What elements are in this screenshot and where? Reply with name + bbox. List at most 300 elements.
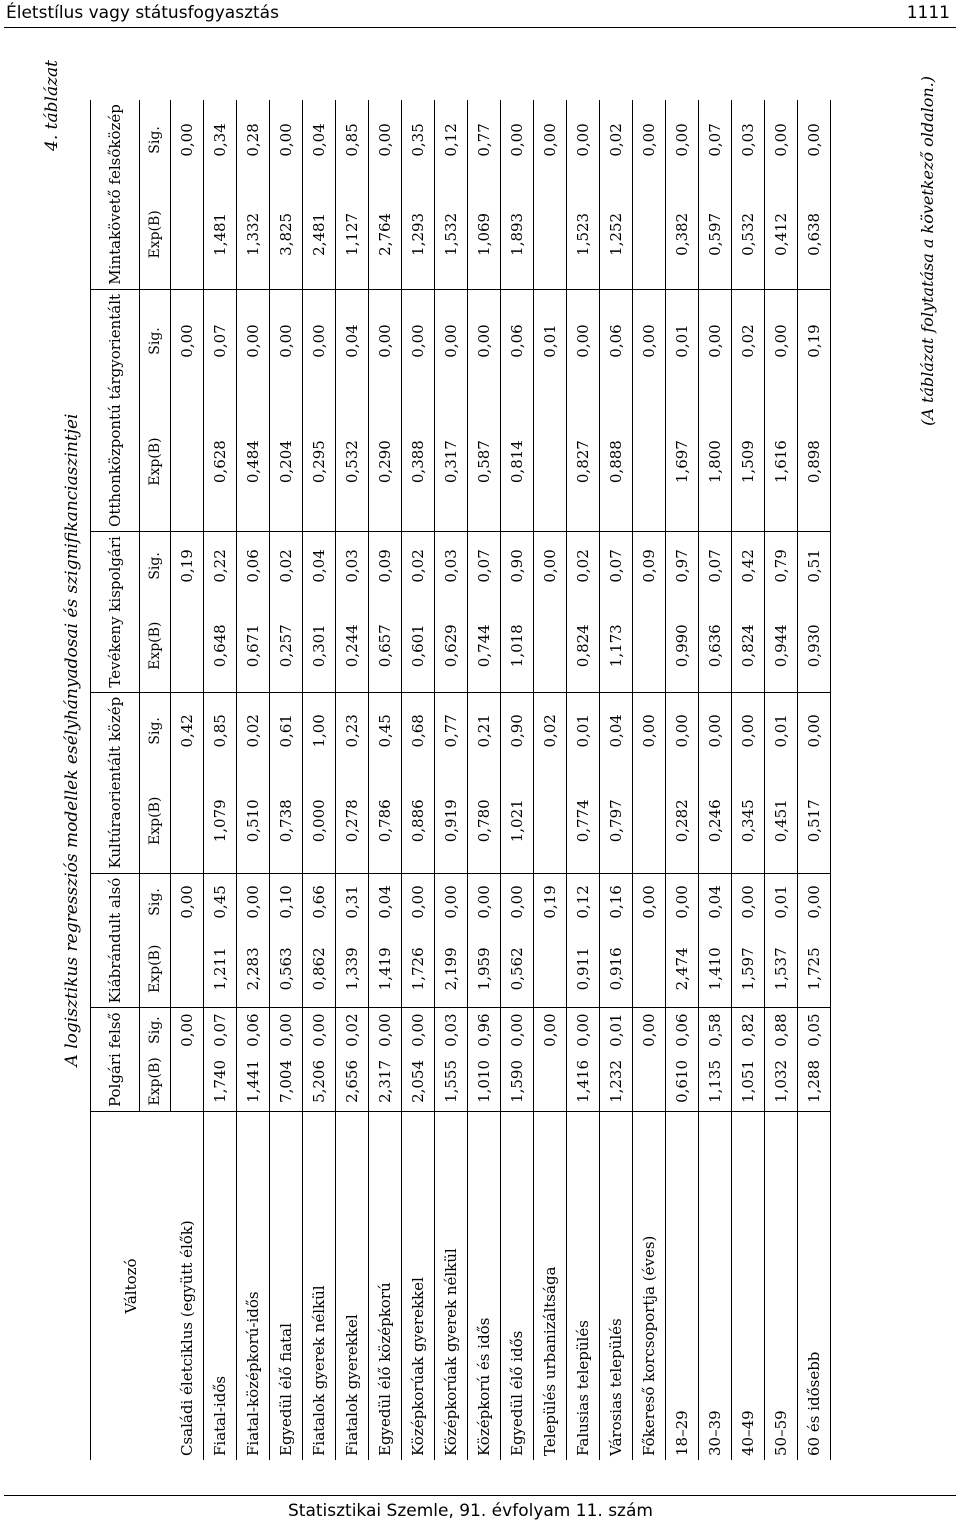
exp-b-cell: 0,824 (567, 600, 600, 692)
exp-b-cell: 1,288 (798, 1052, 831, 1112)
exp-b-cell: 0,412 (765, 180, 798, 289)
table-row (171, 100, 204, 1460)
sig-cell: 0,06 (237, 532, 270, 600)
sig-cell: 0,03 (732, 100, 765, 180)
sig-cell: 0,10 (270, 873, 303, 930)
sig-cell: 0,09 (633, 532, 666, 600)
table-row (798, 100, 831, 1460)
row-label: 40–49 (732, 1112, 765, 1461)
exp-b-cell: 1,532 (435, 180, 468, 289)
sig-cell: 0,00 (303, 289, 336, 392)
exp-b-cell: 0,738 (270, 769, 303, 873)
sig-cell: 0,00 (567, 1008, 600, 1052)
exp-b-cell: 1,339 (336, 930, 369, 1008)
sig-cell: 0,00 (402, 873, 435, 930)
sig-cell: 0,02 (270, 532, 303, 600)
row-label: Városias település (600, 1112, 633, 1461)
exp-b-cell: 0,814 (501, 392, 534, 531)
sig-cell: 0,00 (732, 873, 765, 930)
sig-cell: 0,00 (798, 873, 831, 930)
table-row (468, 100, 501, 1460)
exp-b-cell: 0,610 (666, 1052, 699, 1112)
exp-b-cell (534, 600, 567, 692)
sig-cell: 0,21 (468, 692, 501, 769)
sig-cell: 0,00 (699, 289, 732, 392)
exp-b-cell: 0,638 (798, 180, 831, 289)
exp-b-cell (633, 600, 666, 692)
exp-b-cell: 1,069 (468, 180, 501, 289)
sig-cell: 0,45 (369, 692, 402, 769)
sig-cell: 0,35 (402, 100, 435, 180)
exp-b-cell: 0,990 (666, 600, 699, 692)
sig-cell: 0,00 (666, 100, 699, 180)
table-row (402, 100, 435, 1460)
table-row (303, 100, 336, 1460)
exp-b-cell: 0,898 (798, 392, 831, 531)
sig-cell: 0,01 (600, 1008, 633, 1052)
exp-b-cell: 1,597 (732, 930, 765, 1008)
exp-b-cell: 0,562 (501, 930, 534, 1008)
sig-cell: 0,00 (567, 289, 600, 392)
sig-cell: 0,06 (501, 289, 534, 392)
exp-b-header: Exp(B) (140, 180, 171, 289)
table-header-row-groups (91, 100, 140, 1460)
table-row (567, 100, 600, 1460)
row-label: Középkorúak gyerekkel (402, 1112, 435, 1461)
sig-cell: 0,01 (534, 289, 567, 392)
exp-b-cell: 1,800 (699, 392, 732, 531)
exp-b-cell: 0,911 (567, 930, 600, 1008)
exp-b-cell: 0,204 (270, 392, 303, 531)
sig-cell: 0,00 (270, 289, 303, 392)
sig-cell: 0,00 (633, 289, 666, 392)
exp-b-cell: 0,532 (336, 392, 369, 531)
sig-cell: 0,00 (666, 692, 699, 769)
page-number: 1111 (906, 3, 950, 23)
footer-rule (4, 1495, 956, 1496)
exp-b-cell: 0,827 (567, 392, 600, 531)
sig-cell: 0,00 (699, 692, 732, 769)
exp-b-cell (171, 392, 204, 531)
sig-cell: 0,06 (666, 1008, 699, 1052)
regression-table (90, 100, 831, 1460)
exp-b-cell: 1,232 (600, 1052, 633, 1112)
exp-b-cell (171, 600, 204, 692)
row-label: Fiatalok gyerekkel (336, 1112, 369, 1461)
sig-cell: 0,51 (798, 532, 831, 600)
row-label: 18–29 (666, 1112, 699, 1461)
row-label: Családi életciklus (együtt élők) (171, 1112, 204, 1461)
sig-cell: 0,02 (600, 100, 633, 180)
sig-cell: 0,68 (402, 692, 435, 769)
exp-b-cell (534, 930, 567, 1008)
sig-cell: 0,85 (336, 100, 369, 180)
row-label: 30–39 (699, 1112, 732, 1461)
exp-b-cell: 0,888 (600, 392, 633, 531)
exp-b-cell: 0,246 (699, 769, 732, 873)
exp-b-cell: 0,671 (237, 600, 270, 692)
exp-b-cell: 7,004 (270, 1052, 303, 1112)
group-header: Kiábrándult alsó (91, 873, 140, 1008)
sig-cell: 0,00 (765, 289, 798, 392)
sig-cell: 0,02 (567, 532, 600, 600)
exp-b-cell: 1,135 (699, 1052, 732, 1112)
exp-b-cell: 1,021 (501, 769, 534, 873)
exp-b-cell: 1,726 (402, 930, 435, 1008)
sig-cell: 0,00 (798, 692, 831, 769)
sig-cell: 0,97 (666, 532, 699, 600)
exp-b-cell: 1,523 (567, 180, 600, 289)
sig-header: Sig. (140, 532, 171, 600)
sig-cell: 0,77 (435, 692, 468, 769)
exp-b-cell: 0,862 (303, 930, 336, 1008)
exp-b-cell: 0,786 (369, 769, 402, 873)
sig-cell: 0,90 (501, 532, 534, 600)
table-row (732, 100, 765, 1460)
sig-cell: 0,42 (732, 532, 765, 600)
header-rule (4, 27, 956, 28)
exp-b-cell: 0,587 (468, 392, 501, 531)
sig-cell: 0,07 (204, 289, 237, 392)
sig-cell: 0,00 (303, 1008, 336, 1052)
exp-b-cell: 1,697 (666, 392, 699, 531)
exp-b-cell: 2,481 (303, 180, 336, 289)
exp-b-cell: 0,919 (435, 769, 468, 873)
group-header: Polgári felső (91, 1008, 140, 1112)
exp-b-cell: 5,206 (303, 1052, 336, 1112)
table-label: 4. táblázat (42, 60, 62, 151)
exp-b-cell: 1,725 (798, 930, 831, 1008)
table-row (435, 100, 468, 1460)
sig-header: Sig. (140, 873, 171, 930)
sig-cell: 0,16 (600, 873, 633, 930)
exp-b-cell (633, 930, 666, 1008)
sig-cell: 0,00 (666, 873, 699, 930)
exp-b-cell (534, 769, 567, 873)
exp-b-cell: 1,893 (501, 180, 534, 289)
exp-b-cell: 1,332 (237, 180, 270, 289)
sig-cell: 0,22 (204, 532, 237, 600)
exp-b-cell: 1,590 (501, 1052, 534, 1112)
row-label: Középkorú és idős (468, 1112, 501, 1461)
sig-cell: 0,00 (633, 100, 666, 180)
table-row (237, 100, 270, 1460)
exp-b-cell: 0,601 (402, 600, 435, 692)
exp-b-cell: 1,127 (336, 180, 369, 289)
sig-cell: 0,00 (501, 100, 534, 180)
sig-cell: 0,02 (732, 289, 765, 392)
exp-b-cell: 0,916 (600, 930, 633, 1008)
sig-cell: 0,04 (699, 873, 732, 930)
running-footer: Statisztikai Szemle, 91. évfolyam 11. szám (288, 1501, 653, 1521)
sig-cell: 0,07 (204, 1008, 237, 1052)
sig-cell: 0,00 (402, 1008, 435, 1052)
exp-b-cell: 0,648 (204, 600, 237, 692)
group-header: Mintakövető felsőközép (91, 100, 140, 289)
exp-b-cell: 0,484 (237, 392, 270, 531)
exp-b-cell: 0,944 (765, 600, 798, 692)
sig-cell: 0,00 (468, 873, 501, 930)
exp-b-cell: 0,382 (666, 180, 699, 289)
exp-b-header: Exp(B) (140, 1052, 171, 1112)
exp-b-cell: 1,252 (600, 180, 633, 289)
exp-b-cell (633, 1052, 666, 1112)
exp-b-cell (171, 1052, 204, 1112)
exp-b-cell: 0,824 (732, 600, 765, 692)
sig-cell: 0,01 (765, 692, 798, 769)
sig-cell: 0,04 (303, 100, 336, 180)
sig-cell: 0,00 (501, 873, 534, 930)
sig-header: Sig. (140, 692, 171, 769)
sig-cell: 0,02 (534, 692, 567, 769)
exp-b-cell: 0,563 (270, 930, 303, 1008)
exp-b-cell (633, 392, 666, 531)
exp-b-cell: 2,317 (369, 1052, 402, 1112)
row-label: Egyedül élő idős (501, 1112, 534, 1461)
exp-b-cell: 0,657 (369, 600, 402, 692)
exp-b-cell: 1,032 (765, 1052, 798, 1112)
sig-cell: 0,00 (369, 289, 402, 392)
exp-b-cell: 1,616 (765, 392, 798, 531)
row-label: Egyedül élő fiatal (270, 1112, 303, 1461)
exp-b-cell: 1,441 (237, 1052, 270, 1112)
sig-cell: 0,03 (435, 1008, 468, 1052)
sig-cell: 0,07 (468, 532, 501, 600)
exp-b-cell: 0,257 (270, 600, 303, 692)
exp-b-cell: 2,283 (237, 930, 270, 1008)
row-label: Falusias település (567, 1112, 600, 1461)
sig-cell: 0,00 (798, 100, 831, 180)
table-row (336, 100, 369, 1460)
sig-cell: 0,00 (237, 289, 270, 392)
exp-b-cell (534, 180, 567, 289)
sig-cell: 0,07 (600, 532, 633, 600)
sig-cell: 0,00 (237, 873, 270, 930)
exp-b-cell (171, 769, 204, 873)
exp-b-header: Exp(B) (140, 930, 171, 1008)
sig-cell: 0,00 (732, 692, 765, 769)
sig-cell: 0,02 (237, 692, 270, 769)
sig-cell: 0,00 (534, 532, 567, 600)
table-title: A logisztikus regressziós modellek esélyhányadosai és szignifikanciaszintjei (62, 413, 82, 1067)
exp-b-cell: 0,636 (699, 600, 732, 692)
exp-b-cell: 1,419 (369, 930, 402, 1008)
sig-cell: 0,04 (303, 532, 336, 600)
sig-cell: 0,09 (369, 532, 402, 600)
sig-cell: 0,45 (204, 873, 237, 930)
sig-cell: 0,07 (699, 532, 732, 600)
exp-b-cell: 2,764 (369, 180, 402, 289)
sig-cell: 0,00 (567, 100, 600, 180)
exp-b-cell: 1,173 (600, 600, 633, 692)
table-row (534, 100, 567, 1460)
exp-b-cell: 0,629 (435, 600, 468, 692)
sig-cell: 0,19 (534, 873, 567, 930)
sig-cell: 0,04 (369, 873, 402, 930)
exp-b-cell: 1,481 (204, 180, 237, 289)
sig-cell: 0,00 (402, 289, 435, 392)
sig-cell: 0,00 (633, 1008, 666, 1052)
row-label: Középkorúak gyerek nélkül (435, 1112, 468, 1461)
exp-b-cell: 0,780 (468, 769, 501, 873)
sig-cell: 0,07 (699, 100, 732, 180)
row-label: Település urbanizáltsága (534, 1112, 567, 1461)
exp-b-cell: 0,532 (732, 180, 765, 289)
table-row (501, 100, 534, 1460)
sig-cell: 0,31 (336, 873, 369, 930)
sig-cell: 0,00 (435, 289, 468, 392)
exp-b-cell: 1,537 (765, 930, 798, 1008)
exp-b-cell: 0,345 (732, 769, 765, 873)
table-row (369, 100, 402, 1460)
exp-b-cell: 1,051 (732, 1052, 765, 1112)
exp-b-cell: 1,416 (567, 1052, 600, 1112)
sig-cell: 0,00 (171, 873, 204, 930)
sig-cell: 0,61 (270, 692, 303, 769)
exp-b-cell: 3,825 (270, 180, 303, 289)
table-row (633, 100, 666, 1460)
sig-cell: 0,00 (765, 100, 798, 180)
exp-b-cell: 0,628 (204, 392, 237, 531)
sig-cell: 0,28 (237, 100, 270, 180)
sig-cell: 0,01 (567, 692, 600, 769)
exp-b-cell: 0,317 (435, 392, 468, 531)
sig-cell: 0,00 (534, 100, 567, 180)
table-row (666, 100, 699, 1460)
exp-b-cell: 1,211 (204, 930, 237, 1008)
sig-cell: 0,66 (303, 873, 336, 930)
row-label: Főkereső korcsoportja (éves) (633, 1112, 666, 1461)
exp-b-cell: 0,886 (402, 769, 435, 873)
sig-cell: 0,02 (336, 1008, 369, 1052)
exp-b-cell: 2,199 (435, 930, 468, 1008)
sig-cell: 0,58 (699, 1008, 732, 1052)
sig-cell: 0,00 (270, 100, 303, 180)
exp-b-cell: 0,744 (468, 600, 501, 692)
group-header: Kultúraorientált közép (91, 692, 140, 873)
exp-b-cell: 1,410 (699, 930, 732, 1008)
sig-cell: 0,19 (798, 289, 831, 392)
row-label: Fiatalok gyerek nélkül (303, 1112, 336, 1461)
row-label: Fiatal-középkorú-idős (237, 1112, 270, 1461)
table-row (204, 100, 237, 1460)
sig-cell: 0,00 (435, 873, 468, 930)
sig-cell: 0,06 (600, 289, 633, 392)
running-header-title: Életstílus vagy státusfogyasztás (6, 3, 279, 23)
sig-cell: 0,01 (666, 289, 699, 392)
exp-b-cell (534, 1052, 567, 1112)
group-header: Tevékeny kispolgári (91, 532, 140, 693)
exp-b-cell: 1,018 (501, 600, 534, 692)
sig-cell: 0,23 (336, 692, 369, 769)
sig-cell: 0,85 (204, 692, 237, 769)
exp-b-cell: 0,282 (666, 769, 699, 873)
exp-b-cell: 0,000 (303, 769, 336, 873)
table-body (171, 100, 831, 1460)
exp-b-cell: 1,293 (402, 180, 435, 289)
sig-cell: 0,00 (633, 873, 666, 930)
exp-b-cell: 2,474 (666, 930, 699, 1008)
exp-b-cell (171, 180, 204, 289)
sig-header: Sig. (140, 1008, 171, 1052)
sig-cell: 0,96 (468, 1008, 501, 1052)
exp-b-cell: 1,555 (435, 1052, 468, 1112)
sig-cell: 0,01 (765, 873, 798, 930)
sig-cell: 0,06 (237, 1008, 270, 1052)
sig-cell: 0,00 (534, 1008, 567, 1052)
sig-cell: 0,90 (501, 692, 534, 769)
sig-header: Sig. (140, 100, 171, 180)
sig-cell: 0,00 (369, 1008, 402, 1052)
exp-b-cell: 0,295 (303, 392, 336, 531)
sig-cell: 0,00 (633, 692, 666, 769)
continuation-note: (A táblázat folytatása a következő oldalon.) (918, 76, 937, 426)
variable-header: Változó (91, 1112, 171, 1461)
exp-b-cell: 2,656 (336, 1052, 369, 1112)
table-row (699, 100, 732, 1460)
exp-b-header: Exp(B) (140, 392, 171, 531)
sig-cell: 0,03 (336, 532, 369, 600)
table-row (600, 100, 633, 1460)
exp-b-cell: 0,244 (336, 600, 369, 692)
exp-b-cell: 0,388 (402, 392, 435, 531)
sig-cell: 0,00 (369, 100, 402, 180)
exp-b-cell: 0,930 (798, 600, 831, 692)
sig-cell: 0,05 (798, 1008, 831, 1052)
exp-b-cell: 0,797 (600, 769, 633, 873)
exp-b-cell (171, 930, 204, 1008)
exp-b-cell: 0,597 (699, 180, 732, 289)
sig-cell: 0,12 (435, 100, 468, 180)
sig-cell: 0,79 (765, 532, 798, 600)
exp-b-header: Exp(B) (140, 600, 171, 692)
sig-cell: 0,42 (171, 692, 204, 769)
sig-cell: 0,00 (171, 100, 204, 180)
sig-cell: 1,00 (303, 692, 336, 769)
exp-b-cell: 0,451 (765, 769, 798, 873)
exp-b-cell: 0,517 (798, 769, 831, 873)
sig-cell: 0,77 (468, 100, 501, 180)
row-label: 60 és idősebb (798, 1112, 831, 1461)
exp-b-cell: 1,010 (468, 1052, 501, 1112)
sig-header: Sig. (140, 289, 171, 392)
row-label: Fiatal-idős (204, 1112, 237, 1461)
sig-cell: 0,34 (204, 100, 237, 180)
sig-cell: 0,19 (171, 532, 204, 600)
exp-b-cell (633, 769, 666, 873)
exp-b-cell: 0,774 (567, 769, 600, 873)
sig-cell: 0,00 (501, 1008, 534, 1052)
sig-cell: 0,00 (270, 1008, 303, 1052)
exp-b-cell: 1,740 (204, 1052, 237, 1112)
exp-b-cell: 1,079 (204, 769, 237, 873)
exp-b-cell: 0,278 (336, 769, 369, 873)
exp-b-cell (633, 180, 666, 289)
sig-cell: 0,04 (600, 692, 633, 769)
sig-cell: 0,00 (171, 289, 204, 392)
exp-b-cell: 1,959 (468, 930, 501, 1008)
exp-b-cell: 0,301 (303, 600, 336, 692)
rotated-table-page (40, 60, 940, 1460)
row-label: Egyedül élő középkorú (369, 1112, 402, 1461)
table-row (270, 100, 303, 1460)
sig-cell: 0,82 (732, 1008, 765, 1052)
exp-b-cell: 0,510 (237, 769, 270, 873)
exp-b-cell: 0,290 (369, 392, 402, 531)
sig-cell: 0,00 (468, 289, 501, 392)
exp-b-header: Exp(B) (140, 769, 171, 873)
sig-cell: 0,88 (765, 1008, 798, 1052)
